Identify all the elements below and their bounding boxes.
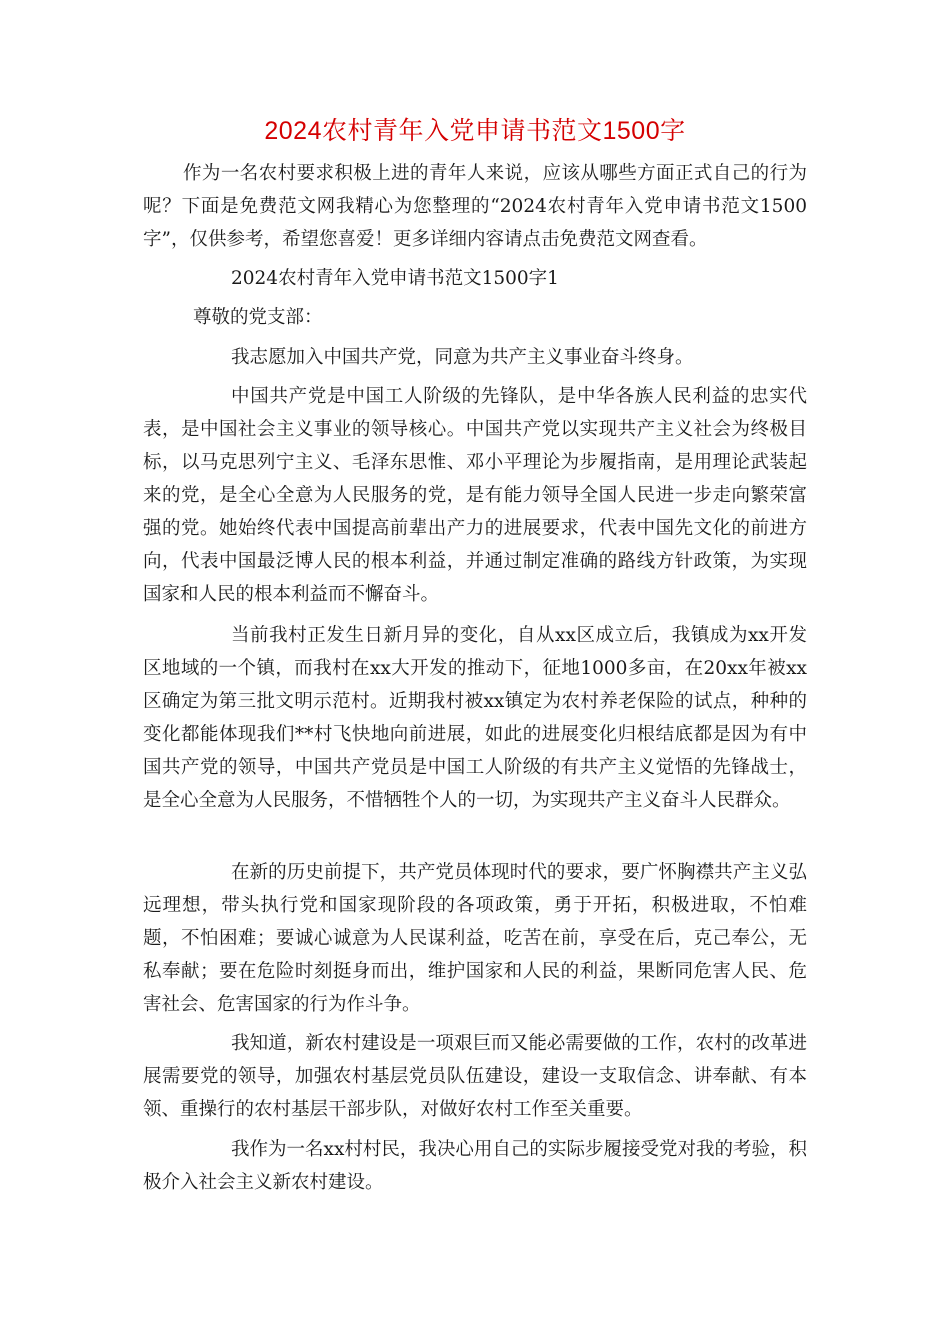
paragraph-pledge: 我志愿加入中国共产党，同意为共产主义事业奋斗终身。 bbox=[231, 347, 694, 368]
intro-paragraph: 作为一名农村要求积极上进的青年人来说，应该从哪些方面正式自己的行为呢？下面是免费范文网我精心为您整理的“2024农村青年入党申请书范文1500字”，仅供参考，希望您喜爱！更多详细内容请点击免费范文网查看。 bbox=[143, 163, 807, 250]
paragraph-resolve: 我作为一名xx村村民，我决心用自己的实际步履接受党对我的考验，积极介入社会主义新农村建设。 bbox=[143, 1139, 807, 1193]
paragraph-party-nature: 中国共产党是中国工人阶级的先锋队，是中华各族人民利益的忠实代表，是中国社会主义事业的领导核心。中国共产党以实现共产主义社会为终极目标，以马克思列宁主义、毛泽东思惟、邓小平理论为步履指南，是用理论武装起来的党，是全心全意为人民服务的党，是有能力领导全国人民进一步走向繁荣富强的党。她始终代表中国提高前辈出产力的进展要求，代表中国先文化的前进方向，代表中国最泛博人民的根本利益，并通过制定准确的路线方针政策，为实现国家和人民的根本利益而不懈奋斗。 bbox=[143, 386, 807, 605]
paragraph-new-history: 在新的历史前提下，共产党员体现时代的要求，要广怀胸襟共产主义弘远理想，带头执行党和国家现阶段的各项政策，勇于开拓，积极进取，不怕难题，不怕困难；要诚心诚意为人民谋利益，吃苦在前，享受在后，克己奉公，无私奉献；要在危险时刻挺身而出，维护国家和人民的利益，果断同危害人民、危害社会、危害国家的行为作斗争。 bbox=[143, 862, 807, 1015]
paragraph-village-change: 当前我村正发生日新月异的变化，自从xx区成立后，我镇成为xx开发区地域的一个镇，而我村在xx大开发的推动下，征地1000多亩，在20xx年被xx区确定为第三批文明示范村。近期我村被xx镇定为农村养老保险的试点，种种的变化都能体现我们**村飞快地向前进展，如此的进展变化归根结底都是因为有中国共产党的领导，中国共产党员是中国工人阶级的有共产主义觉悟的先锋战士，是全心全意为人民服务，不惜牺牲个人的一切，为实现共产主义奋斗人民群众。 bbox=[143, 625, 807, 811]
salutation: 尊敬的党支部： bbox=[193, 307, 323, 328]
document-title: 2024农村青年入党申请书范文1500字 bbox=[264, 117, 686, 145]
paragraph-new-countryside: 我知道，新农村建设是一项艰巨而又能必需要做的工作，农村的改革进展需要党的领导，加强农村基层党员队伍建设，建设一支取信念、讲奉献、有本领、重操行的农村基层干部步队，对做好农村工作至关重要。 bbox=[143, 1033, 807, 1120]
subtitle: 2024农村青年入党申请书范文1500字1 bbox=[231, 268, 559, 289]
